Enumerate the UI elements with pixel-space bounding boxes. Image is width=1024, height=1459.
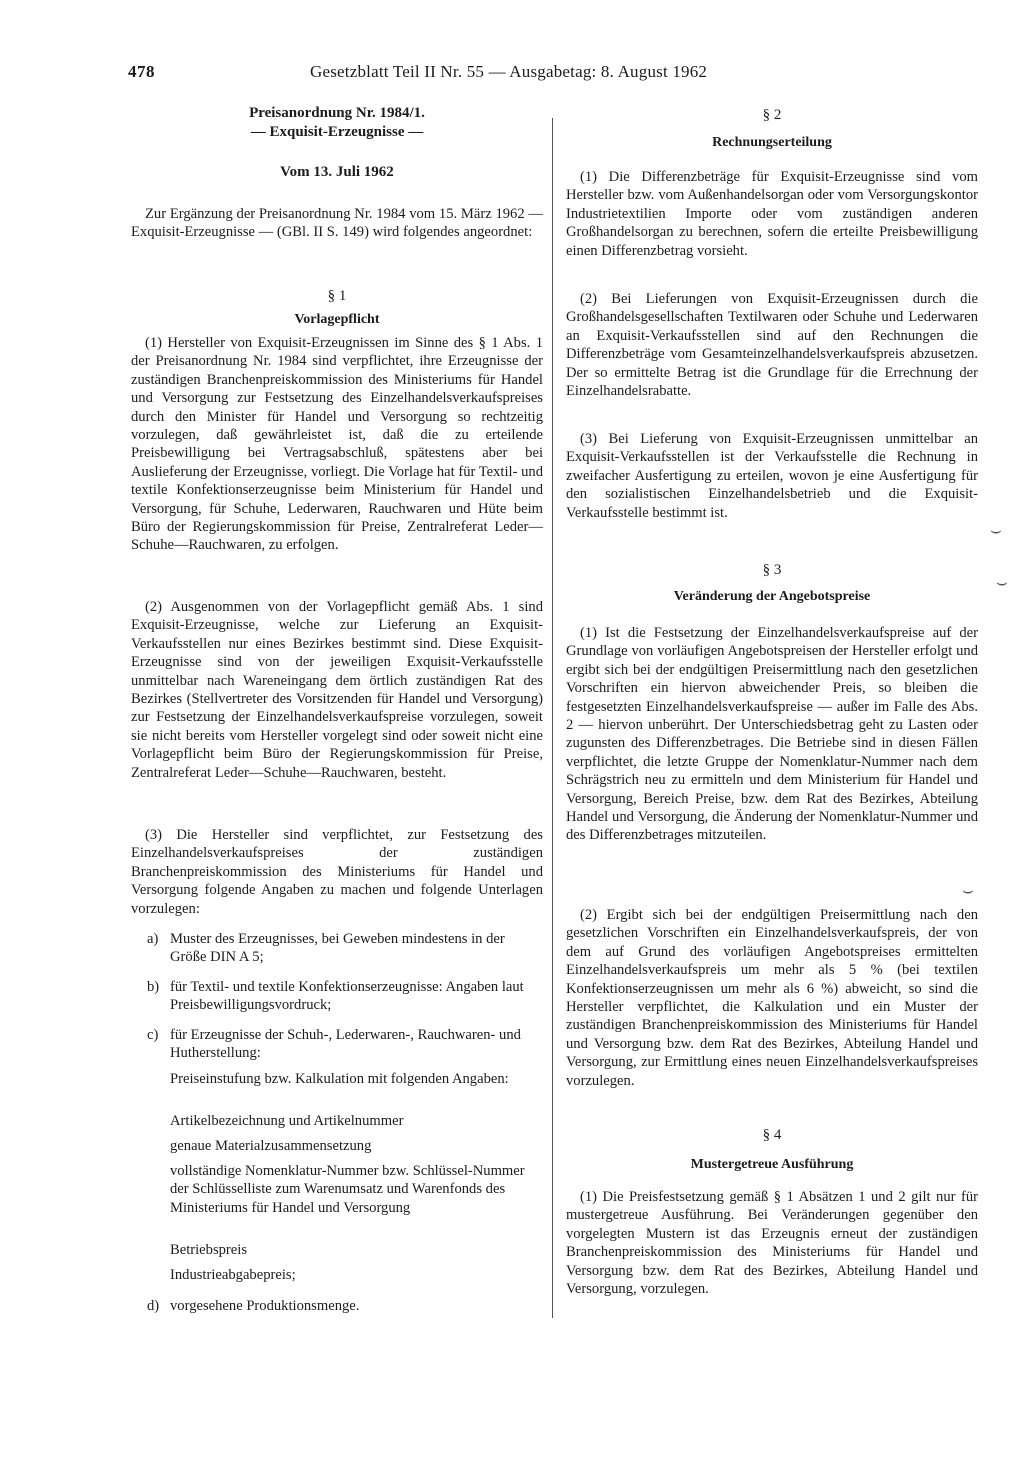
- intro-paragraph: Zur Ergänzung der Preisanordnung Nr. 1984 vom 15. März 1962 — Exquisit-Erzeugnisse — (GBl. II S. 149) wird folgendes angeordnet:: [131, 206, 543, 241]
- section-1-number: § 1: [327, 288, 347, 304]
- ordinance-title: Preisanordnung Nr. 1984/1.: [249, 105, 425, 121]
- column-divider: [552, 118, 553, 1318]
- list-text-b: für Textil- und textile Konfektionserzeugnisse: Angaben laut Preisbewilligungsvordruck;: [170, 979, 524, 1014]
- list-label-a: a): [147, 931, 159, 947]
- list-label-d: d): [147, 1298, 160, 1314]
- section-2-paragraph-1: (1) Die Differenzbeträge für Exquisit-Erzeugnisse sind vom Hersteller bzw. vom Außenhandelsorgan oder vom Versorgungskontor Industrietextilien Importe oder vom zuständigen anderen Großhandelsorgan zu berechnen, sofern die erteilte Preisbewilligung einen Differenzbetrag vorsieht.: [566, 169, 978, 259]
- list-item-b: [131, 978, 543, 1015]
- section-2-paragraph-3: (3) Bei Lieferung von Exquisit-Erzeugnissen unmittelbar an Exquisit-Verkaufsstellen ist der Verkaufsstelle die Rechnung in zweifacher Ausfertigung zu erteilen, wovon je eine Ausfertigung für den sozialistischen Einzelhandelsbetrieb und die Exquisit-Verkaufsstelle bestimmt ist.: [566, 431, 978, 521]
- section-4-paragraph-1: (1) Die Preisfestsetzung gemäß § 1 Absätzen 1 und 2 gilt nur für mustergetreue Ausführung. Bei Veränderungen gegenüber den vorgelegten Mustern ist das Erzeugnis erneut der zuständigen Branchenpreiskommission des Ministeriums für Handel und Versorgung bzw. dem Rat des Bezirkes, Abteilung Handel und Versorgung, vorzulegen.: [566, 1189, 978, 1298]
- list-text-a: Muster des Erzeugnisses, bei Geweben mindestens in der Größe DIN A 5;: [170, 931, 505, 966]
- list-item-c: [131, 1026, 543, 1063]
- margin-scan-mark: ⌣: [990, 520, 1002, 540]
- section-2-title: Rechnungserteilung: [712, 135, 832, 150]
- list-item-d: [131, 1297, 543, 1315]
- c-sub-item: Industrieabgabepreis;: [170, 1267, 296, 1283]
- section-3-paragraph-2: (2) Ergibt sich bei der endgültigen Preisermittlung nach den gesetzlichen Vorschriften ein Einzelhandelsverkaufspreis, der von dem auf Grund des vorläufigen Angebotspreises ermittelten Einzelhandelsverkaufspreis um mehr als 5 % (bei textilen Konfektionserzeugnissen um mehr als 6 %) abweicht, so sind die Hersteller verpflichtet, die Kalkulation und ein Muster der zuständigen Branchenpreiskommission des Ministeriums für Handel und Versorgung bzw. dem Rat des Bezirkes, Abteilung Handel und Versorgung, zur Ermittlung eines neuen Einzelhandelsverkaufspreises vorzulegen.: [566, 907, 978, 1089]
- section-1-paragraph-2: (2) Ausgenommen von der Vorlagepflicht gemäß Abs. 1 sind Exquisit-Erzeugnisse, welche zur Lieferung an Exquisit-Verkaufsstellen nur eines Bezirkes bestimmt sind. Diese Exquisit-Erzeugnisse sind von der jeweiligen Exquisit-Verkaufsstelle unmittelbar nach Wareneingang dem örtlich zuständigen Rat des Bezirkes (Stellvertreter des Vorsitzenden für Handel und Versorgung) zur Festsetzung der Einzelhandelsverkaufspreise vorzulegen, soweit sie nicht bereits vom Hersteller vorgelegt sind oder soweit nicht eine Vorlagepflicht beim Büro der Regierungskommission für Preise, Zentralreferat Leder—Schuhe—Rauchwaren, besteht.: [131, 599, 543, 781]
- page-number: 478: [128, 62, 155, 81]
- section-2-number: § 2: [762, 107, 782, 123]
- list-text-c: für Erzeugnisse der Schuh-, Lederwaren-, Rauchwaren- und Hutherstellung:: [170, 1027, 521, 1062]
- c-sub-item: Artikelbezeichnung und Artikelnummer: [170, 1113, 404, 1129]
- ordinance-subtitle: — Exquisit-Erzeugnisse —: [250, 124, 424, 140]
- list-item-a: [131, 930, 543, 967]
- c-sub-item: Preiseinstufung bzw. Kalkulation mit folgenden Angaben:: [170, 1071, 509, 1087]
- section-1-title: Vorlagepflicht: [294, 312, 380, 327]
- list-text-d: vorgesehene Produktionsmenge.: [170, 1298, 360, 1314]
- page-header: [128, 62, 978, 88]
- c-sub-item: Betriebspreis: [170, 1242, 248, 1258]
- margin-scan-mark: ⌣: [962, 880, 974, 900]
- c-sub-item: genaue Materialzusammensetzung: [170, 1138, 372, 1154]
- list-label-c: c): [147, 1027, 159, 1043]
- running-head: Gesetzblatt Teil II Nr. 55 — Ausgabetag: 8. August 1962: [310, 62, 708, 81]
- list-label-b: b): [147, 979, 160, 995]
- margin-scan-mark: ⌣: [996, 572, 1008, 592]
- section-3-paragraph-1: (1) Ist die Festsetzung der Einzelhandelsverkaufspreise auf der Grundlage von vorläufigen Angebotspreisen der Hersteller erfolgt und ergibt sich bei der endgültigen Preisermittlung nach den gesetzlichen Vorschriften ein hiervon abweichender Preis, so bleiben die festgesetzten Einzelhandelsverkaufspreise — außer im Falle des Abs. 2 — hiervon unberührt. Der Unterschiedsbetrag geht zu Lasten oder zugunsten des Differenzbetrages. Die Betriebe sind in diesen Fällen verpflichtet, die letzte Gruppe der Nomenklatur-Nummer nach dem Schrägstrich neu zu ermitteln und dem Ministerium für Handel und Versorgung, Bereich Preise, bzw. dem Rat des Bezirkes, Abteilung Handel und Versorgung, die Änderung der Nomenklatur-Nummer und des Differenzbetrages mitzuteilen.: [566, 625, 978, 844]
- section-4-title: Mustergetreue Ausführung: [690, 1157, 854, 1172]
- section-4-number: § 4: [762, 1127, 782, 1143]
- section-1-paragraph-3: (3) Die Hersteller sind verpflichtet, zur Festsetzung des Einzelhandelsverkaufspreises der zuständigen Branchenpreiskommission des Ministeriums für Handel und Versorgung folgende Angaben zu machen und folgende Unterlagen vorzulegen:: [131, 827, 543, 917]
- c-sub-item: vollständige Nomenklatur-Nummer bzw. Schlüssel-Nummer der Schlüsselliste zum Warenumsatz und Warenfonds des Ministeriums für Handel und Versorgung: [170, 1163, 525, 1216]
- section-2-paragraph-2: (2) Bei Lieferungen von Exquisit-Erzeugnissen durch die Großhandelsgesellschaften Textilwaren oder Schuhe und Lederwaren an Exquisit-Verkaufsstellen sind auf den Rechnungen die Differenzbeträge vom Gesamteinzelhandelsverkaufspreis abzusetzen. Der so ermittelte Betrag ist die Grundlage für die Errechnung der Einzelhandelsrabatte.: [566, 291, 978, 400]
- section-3-number: § 3: [762, 562, 782, 578]
- section-3-title: Veränderung der Angebotspreise: [673, 589, 871, 604]
- section-1-paragraph-1: (1) Hersteller von Exquisit-Erzeugnissen im Sinne des § 1 Abs. 1 der Preisanordnung Nr. 1984 sind verpflichtet, ihre Erzeugnisse der zuständigen Branchenpreiskommission des Ministeriums für Handel und Versorgung zur Festsetzung des Einzelhandelsverkaufspreises durch den Minister für Handel und Versorgung so rechtzeitig vorzulegen, daß gewährleistet ist, daß die zu erteilende Preisbewilligung bei Vertragsabschluß, spätestens aber bei Auslieferung der Erzeugnisse, vorliegt. Die Vorlage hat für Textil- und textile Konfektionserzeugnisse beim Ministerium für Handel und Versorgung, für Schuhe, Lederwaren, Rauchwaren und Hüte beim Büro der Regierungskommission für Preise, Zentralreferat Leder—Schuhe—Rauchwaren, zu erfolgen.: [131, 335, 543, 554]
- ordinance-date: Vom 13. Juli 1962: [280, 164, 394, 180]
